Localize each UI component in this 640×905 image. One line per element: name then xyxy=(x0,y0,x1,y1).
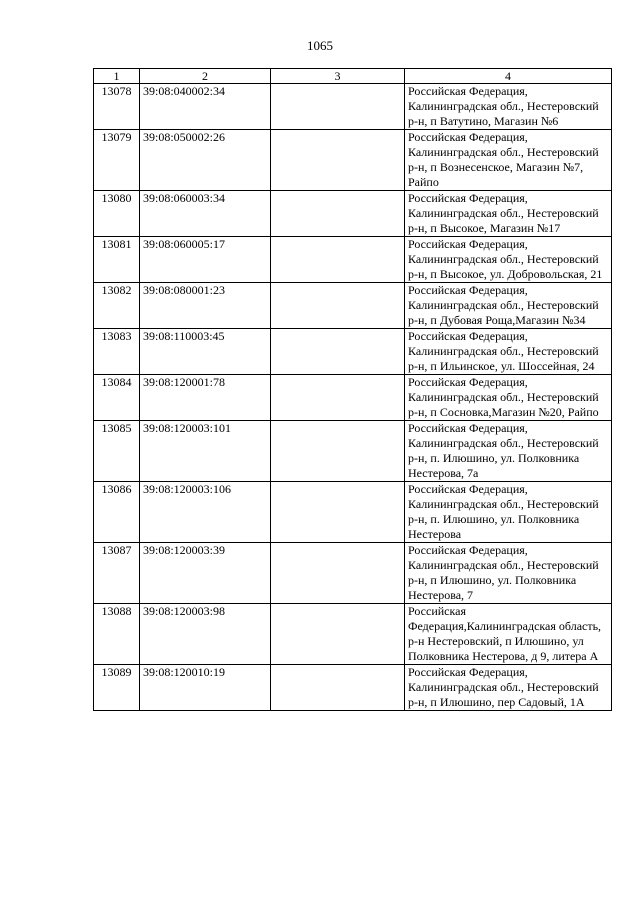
table-row xyxy=(94,329,612,375)
cadastral-number-cell: 39:08:060005:17 xyxy=(140,237,271,283)
address-cell: Российская Федерация, Калининградская обл., Нестеровский р-н, п Ильинское, ул. Шоссейная, 24 xyxy=(405,329,612,375)
table-row xyxy=(94,191,612,237)
address-cell: Российская Федерация, Калининградская обл., Нестеровский р-н, п Дубовая Роща,Магазин №34 xyxy=(405,283,612,329)
address-cell: Российская Федерация, Калининградская обл., Нестеровский р-н, п Высокое, ул. Добровольская, 21 xyxy=(405,237,612,283)
record-number-cell: 13089 xyxy=(94,665,140,711)
column-3-cell xyxy=(271,191,405,237)
table-header-row xyxy=(94,69,612,84)
cadastral-number-cell: 39:08:080001:23 xyxy=(140,283,271,329)
column-header-2: 2 xyxy=(140,69,271,84)
cadastral-number-cell: 39:08:120003:106 xyxy=(140,482,271,543)
table-row xyxy=(94,482,612,543)
record-number-cell: 13084 xyxy=(94,375,140,421)
column-header-3: 3 xyxy=(271,69,405,84)
registry-table xyxy=(93,68,612,711)
cadastral-number-cell: 39:08:110003:45 xyxy=(140,329,271,375)
record-number-cell: 13082 xyxy=(94,283,140,329)
column-3-cell xyxy=(271,329,405,375)
table-row xyxy=(94,421,612,482)
column-header-4: 4 xyxy=(405,69,612,84)
cadastral-number-cell: 39:08:050002:26 xyxy=(140,130,271,191)
column-3-cell xyxy=(271,84,405,130)
table-row xyxy=(94,237,612,283)
column-header-1: 1 xyxy=(94,69,140,84)
column-3-cell xyxy=(271,665,405,711)
cadastral-number-cell: 39:08:060003:34 xyxy=(140,191,271,237)
table-row xyxy=(94,130,612,191)
table-row xyxy=(94,665,612,711)
page-number: 1065 xyxy=(307,38,333,53)
column-3-cell xyxy=(271,482,405,543)
address-cell: Российская Федерация, Калининградская обл., Нестеровский р-н, п Илюшино, пер Садовый, 1А xyxy=(405,665,612,711)
table-row xyxy=(94,375,612,421)
table-row xyxy=(94,84,612,130)
address-cell: Российская Федерация, Калининградская обл., Нестеровский р-н, п Вознесенское, Магазин №7, Райпо xyxy=(405,130,612,191)
cadastral-number-cell: 39:08:120001:78 xyxy=(140,375,271,421)
column-3-cell xyxy=(271,237,405,283)
table-row xyxy=(94,543,612,604)
column-3-cell xyxy=(271,283,405,329)
address-cell: Российская Федерация, Калининградская обл., Нестеровский р-н, п Ватутино, Магазин №6 xyxy=(405,84,612,130)
column-3-cell xyxy=(271,375,405,421)
cadastral-number-cell: 39:08:120010:19 xyxy=(140,665,271,711)
record-number-cell: 13080 xyxy=(94,191,140,237)
record-number-cell: 13081 xyxy=(94,237,140,283)
column-3-cell xyxy=(271,604,405,665)
cadastral-number-cell: 39:08:040002:34 xyxy=(140,84,271,130)
cadastral-number-cell: 39:08:120003:98 xyxy=(140,604,271,665)
column-3-cell xyxy=(271,543,405,604)
record-number-cell: 13087 xyxy=(94,543,140,604)
address-cell: Российская Федерация, Калининградская обл., Нестеровский р-н, п Сосновка,Магазин №20, Райпо xyxy=(405,375,612,421)
record-number-cell: 13085 xyxy=(94,421,140,482)
cadastral-number-cell: 39:08:120003:39 xyxy=(140,543,271,604)
table-row xyxy=(94,604,612,665)
address-cell: Российская Федерация, Калининградская обл., Нестеровский р-н, п. Илюшино, ул. Полковника Нестерова xyxy=(405,482,612,543)
table-row xyxy=(94,283,612,329)
record-number-cell: 13078 xyxy=(94,84,140,130)
address-cell: Российская Федерация, Калининградская обл., Нестеровский р-н, п. Илюшино, ул. Полковника Нестерова, 7а xyxy=(405,421,612,482)
record-number-cell: 13083 xyxy=(94,329,140,375)
address-cell: Российская Федерация,Калининградская область, р-н Нестеровский, п Илюшино, ул Полковника Нестерова, д 9, литера А xyxy=(405,604,612,665)
cadastral-number-cell: 39:08:120003:101 xyxy=(140,421,271,482)
address-cell: Российская Федерация, Калининградская обл., Нестеровский р-н, п Илюшино, ул. Полковника Нестерова, 7 xyxy=(405,543,612,604)
column-3-cell xyxy=(271,130,405,191)
column-3-cell xyxy=(271,421,405,482)
address-cell: Российская Федерация, Калининградская обл., Нестеровский р-н, п Высокое, Магазин №17 xyxy=(405,191,612,237)
record-number-cell: 13088 xyxy=(94,604,140,665)
record-number-cell: 13086 xyxy=(94,482,140,543)
record-number-cell: 13079 xyxy=(94,130,140,191)
